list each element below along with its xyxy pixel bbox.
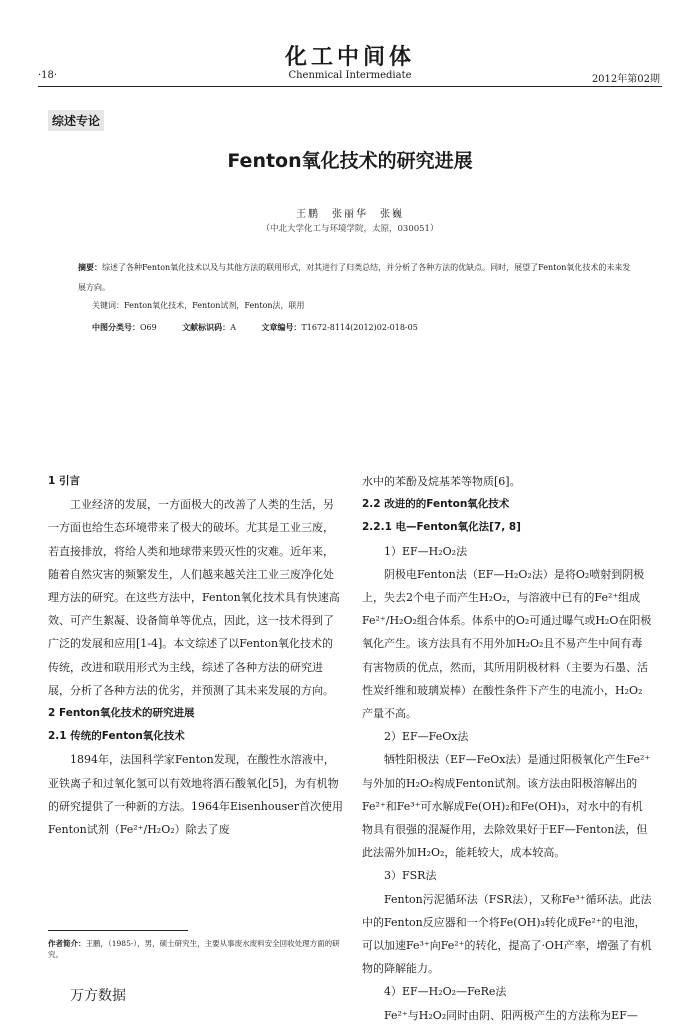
subsection-label: 2）EF—FeOx法 xyxy=(384,730,469,744)
section-heading: 2.2.1 电—Fenton氧化法[7, 8] xyxy=(362,521,521,534)
section-heading: 1 引言 xyxy=(48,475,80,487)
paragraph: 水中的苯酚及烷基苯等物质[6]。 xyxy=(362,475,521,488)
author-footnote xyxy=(48,938,348,960)
subsection-label: 1）EF—H₂O₂法 xyxy=(384,544,468,558)
paragraph: Fenton污泥循环法（FSR法），又称Fe³⁺循环法。此法中的Fenton反应器和一个将Fe(OH)₃转化成Fe²⁺的电池，可以加速Fe³⁺向Fe²⁺的转化，提高了·OH产率，增强了有机物的降解能力。 xyxy=(362,892,652,976)
paragraph: 1894年，法国科学家Fenton发现，在酸性水溶液中，亚铁离子和过氧化氢可以有效地将酒石酸氧化[5]，为有机物的研究提供了一种新的方法。1964年Eisenhouser首次使用Fenton试剂（Fe²⁺/H₂O₂）除去了废 xyxy=(48,753,343,837)
affiliation: （中北大学化工与环境学院，太原，030051） xyxy=(261,224,439,234)
doc-code-value: A xyxy=(230,323,236,332)
section-heading: 2.2 改进的的Fenton氧化技术 xyxy=(362,498,510,511)
paragraph: Fe²⁺与H₂O₂同时由阴、阳两极产生的方法称为EF— xyxy=(384,1008,638,1022)
keywords xyxy=(92,300,305,311)
watermark: 万方数据 xyxy=(70,988,126,1004)
paragraph: 牺牲阳极法（EF—FeOx法）是通过阳极氧化产生Fe²⁺与外加的H₂O₂构成Fenton试剂。该方法由阳极溶解出的Fe²⁺和Fe³⁺可水解成Fe(OH)₂和Fe(OH)₃，对水中的有机物具有很强的混凝作用，去除效果好于EF—Fenton法，但此法需外加H₂O₂，能耗较大，成本较高。 xyxy=(362,753,651,860)
paragraph: 阴极电Fenton法（EF—H₂O₂法）是将O₂喷射到阴极上，失去2个电子而产生H₂O₂，与溶液中已有的Fe²⁺组成Fe²⁺/H₂O₂组合体系。体系中的O₂可通过曝气或H₂O在阳极氧化产生。该方法具有不用外加H₂O₂且不易产生中间有毒有害物质的优点，然而，其所用阴极材料（主要为石墨、活性炭纤维和玻璃炭棒）在酸性条件下产生的电流小，H₂O₂产量不高。 xyxy=(362,567,652,721)
subsection-label: 3）FSR法 xyxy=(384,869,437,883)
keywords-text: Fenton氧化技术，Fenton试剂，Fenton法，联用 xyxy=(124,301,305,310)
section-tag: 综述专论 xyxy=(48,110,104,131)
abstract xyxy=(78,258,638,298)
clc-label: 中图分类号： xyxy=(92,323,140,332)
right-column xyxy=(362,470,652,1027)
subsection-label: 4）EF—H₂O₂—FeRe法 xyxy=(384,985,507,999)
abstract-text: 综述了各种Fenton氧化技术以及与其他方法的联用形式，对其进行了归类总结，并分析了各种方法的优缺点。同时，展望了Fenton氧化技术的未来发展方向。 xyxy=(78,263,631,292)
section-heading: 2.1 传统的Fenton氧化技术 xyxy=(48,730,185,743)
article-no-value: T1672-8114(2012)02-018-05 xyxy=(301,323,418,332)
footnote-text: 王鹏，（1985-），男，硕士研究生，主要从事废水废料安全回收处理方面的研究。 xyxy=(48,939,340,959)
article-meta xyxy=(92,322,418,333)
footnote-label: 作者简介： xyxy=(48,939,86,948)
header-rule xyxy=(38,86,662,87)
paper-title: Fenton氧化技术的研究进展 xyxy=(227,150,473,172)
article-no-label: 文章编号： xyxy=(261,323,302,332)
section-heading: 2 Fenton氧化技术的研究进展 xyxy=(48,707,195,720)
issue-label: 2012年第02期 xyxy=(591,74,660,85)
authors: 王鹏 张丽华 张巍 xyxy=(296,209,404,220)
left-column xyxy=(48,470,344,841)
clc-value: O69 xyxy=(140,323,157,332)
abstract-label: 摘要： xyxy=(78,263,102,272)
paragraph: 工业经济的发展，一方面极大的改善了人类的生活，另一方面也给生态环境带来了极大的破坏。尤其是工业三废，若直接排放，将给人类和地球带来毁灭性的灾难。近年来，随着自然灾害的频繁发生，人们越来越关注工业三废净化处理方法的研究。在这些方法中，Fenton氧化技术具有快速高效、可产生絮凝、设备简单等优点，因此，这一技术得到了广泛的发展和应用[1-4]。本文综述了以Fenton氧化技术的传统，改进和联用形式为主线，综述了各种方法的研究进展，分析了各种方法的优劣，并预测了其未来发展的方向。 xyxy=(48,498,340,697)
doc-code-label: 文献标识码： xyxy=(182,323,231,332)
page-number: ·18· xyxy=(38,70,58,81)
keywords-label: 关键词： xyxy=(92,301,124,310)
footnote-rule xyxy=(48,930,188,931)
journal-english-name: Chenmical Intermediate xyxy=(288,70,412,81)
journal-title: 化工中间体 xyxy=(284,44,415,70)
